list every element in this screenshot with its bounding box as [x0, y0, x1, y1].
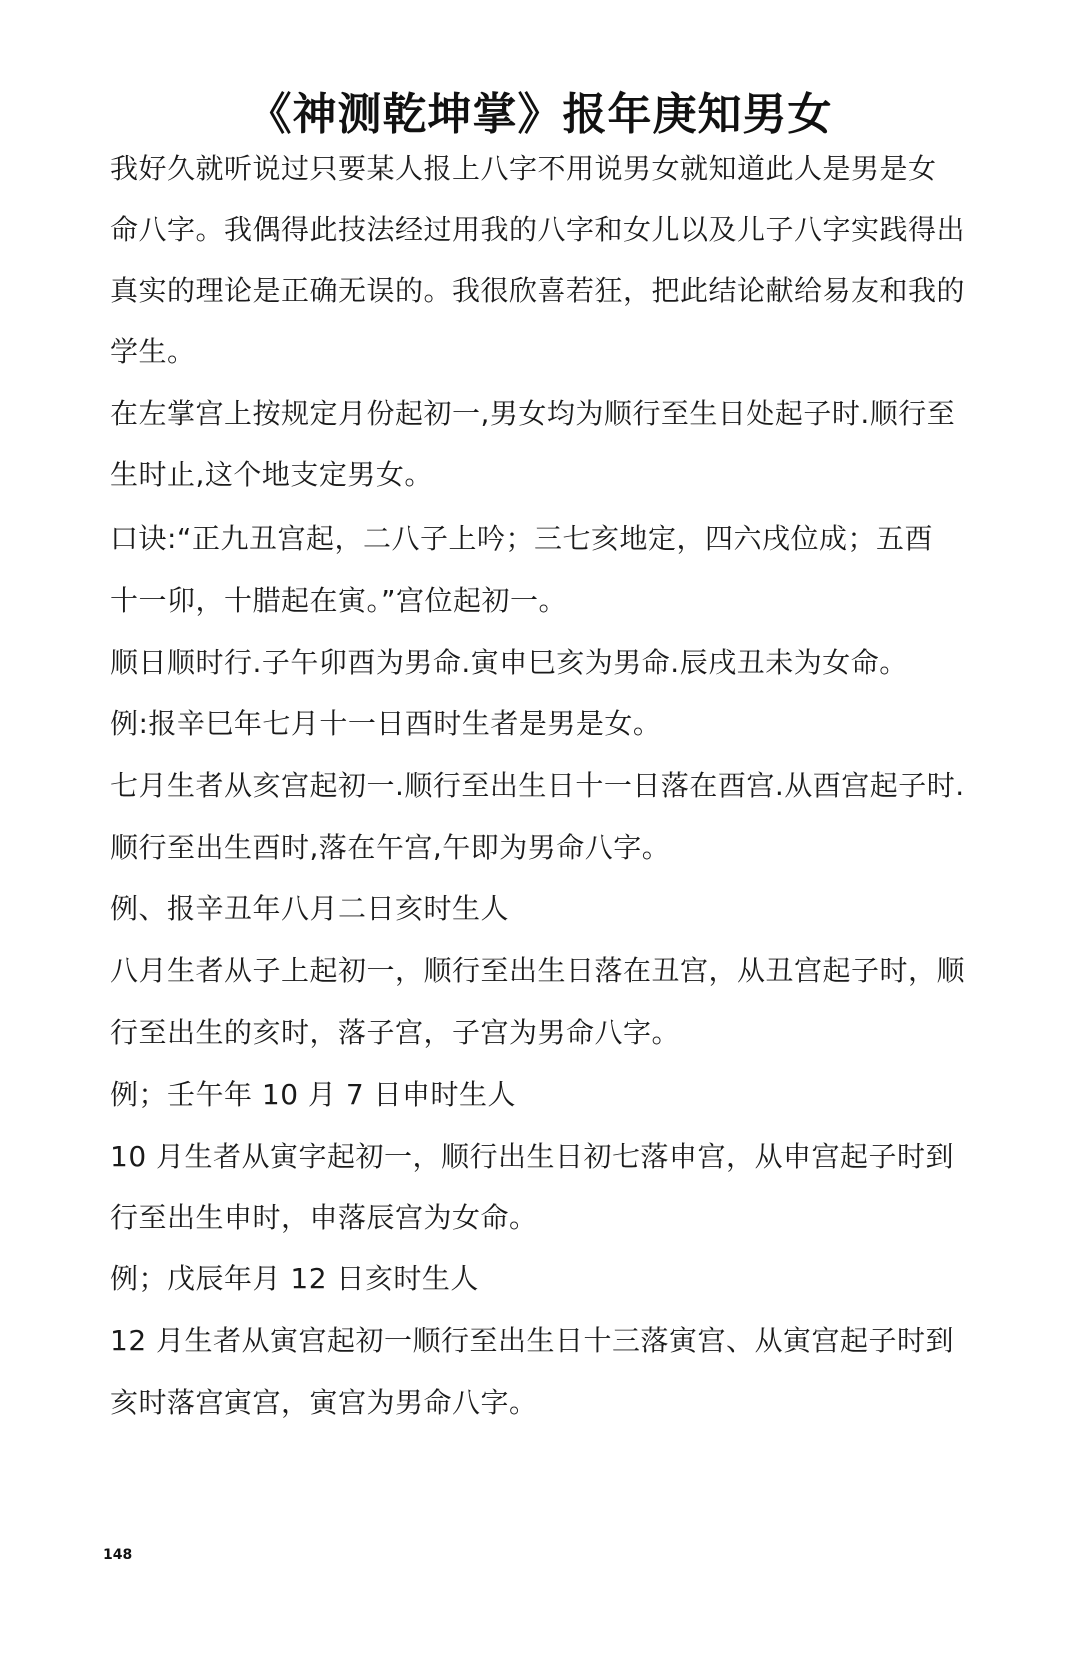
page-title: 《神测乾坤掌》报年庚知男女: [247, 89, 833, 140]
text-line: 顺行至出生酉时,落在午宫,午即为男命八字。: [110, 831, 671, 864]
text-line: 真实的理论是正确无误的。我很欣喜若狂，把此结论献给易友和我的: [110, 274, 966, 307]
text-line: 例、报辛丑年八月二日亥时生人: [110, 892, 510, 925]
text-line: 十一卯，十腊起在寅。”宫位起初一。: [110, 584, 568, 617]
text-line: 亥时落宫寅宫，寅宫为男命八字。: [110, 1386, 538, 1419]
text-line: 例:报辛巳年七月十一日酉时生者是男是女。: [110, 707, 662, 740]
text-line: 八月生者从子上起初一，顺行至出生日落在丑宫，从丑宫起子时，顺: [110, 954, 966, 987]
text-line: 我好久就听说过只要某人报上八字不用说男女就知道此人是男是女: [110, 152, 937, 185]
text-line: 口诀:“正九丑宫起，二八子上吟；三七亥地定，四六戌位成；五酉: [110, 522, 933, 555]
text-line: 七月生者从亥宫起初一.顺行至出生日十一日落在酉宫.从酉宫起子时.: [110, 769, 965, 802]
text-line: 命八字。我偶得此技法经过用我的八字和女儿以及儿子八字实践得出: [110, 213, 966, 246]
text-line: 12 月生者从寅宫起初一顺行至出生日十三落寅宫、从寅宫起子时到: [110, 1324, 955, 1357]
text-line: 例；壬午年 10 月 7 日申时生人: [110, 1078, 517, 1111]
text-line: 行至出生的亥时，落子宫，子宫为男命八字。: [110, 1016, 681, 1049]
text-line: 学生。: [110, 335, 196, 368]
text-line: 在左掌宫上按规定月份起初一,男女均为顺行至生日处起子时.顺行至: [110, 397, 956, 430]
text-line: 例；戊辰年月 12 日亥时生人: [110, 1262, 479, 1295]
text-line: 顺日顺时行.子午卯酉为男命.寅申巳亥为男命.辰戌丑未为女命。: [110, 646, 908, 679]
text-line: 生时止,这个地支定男女。: [110, 458, 433, 491]
text-line: 行至出生申时，申落辰宫为女命。: [110, 1201, 538, 1234]
page-number: 148: [103, 1547, 133, 1563]
text-line: 10 月生者从寅字起初一，顺行出生日初七落申宫，从申宫起子时到: [110, 1140, 955, 1173]
